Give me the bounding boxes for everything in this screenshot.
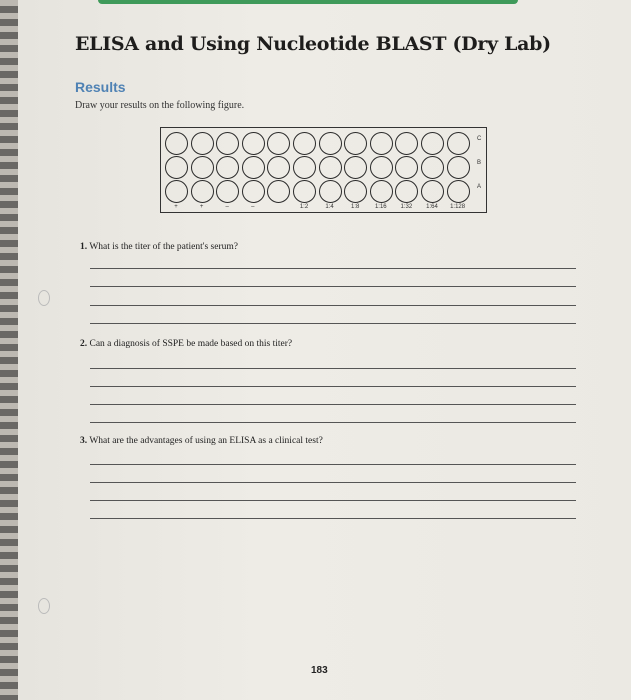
answer-line[interactable] xyxy=(90,386,576,387)
row-label: A xyxy=(477,184,482,190)
well-A11 xyxy=(421,180,444,203)
well-C11 xyxy=(421,132,444,155)
well-C7 xyxy=(319,132,342,155)
well-B3 xyxy=(216,156,239,179)
column-label: 1:8 xyxy=(351,204,360,210)
page-number: 183 xyxy=(311,665,328,676)
column-label: 1:16 xyxy=(374,204,387,210)
well-C4 xyxy=(242,132,265,155)
answer-line[interactable] xyxy=(90,422,576,423)
answer-line[interactable] xyxy=(90,404,576,405)
well-A5 xyxy=(267,180,290,203)
column-label: 1:64 xyxy=(426,204,438,210)
well-A8 xyxy=(344,180,367,203)
well-B10 xyxy=(395,156,418,179)
column-label: 1:2 xyxy=(299,204,309,210)
row-label: B xyxy=(477,160,482,166)
column-label: – xyxy=(251,204,255,210)
well-C8 xyxy=(344,132,367,155)
column-label: + xyxy=(174,204,178,210)
punch-hole xyxy=(38,290,50,306)
well-A6 xyxy=(293,180,316,203)
well-C3 xyxy=(216,132,239,155)
top-color-bar xyxy=(98,0,518,4)
question-3: 3. What are the advantages of using an ELISA as a clinical test? xyxy=(80,436,323,446)
well-B5 xyxy=(267,156,290,179)
column-label: 1:128 xyxy=(450,204,466,210)
punch-hole xyxy=(38,598,50,614)
well-B7 xyxy=(319,156,342,179)
answer-line[interactable] xyxy=(90,500,576,501)
instruction-text: Draw your results on the following figure. xyxy=(75,100,245,111)
well-A7 xyxy=(319,180,342,203)
answer-line[interactable] xyxy=(90,286,576,287)
well-A9 xyxy=(370,180,393,203)
column-label: + xyxy=(199,204,204,210)
well-B11 xyxy=(421,156,444,179)
well-A4 xyxy=(242,180,265,203)
well-B1 xyxy=(165,156,188,179)
column-label: – xyxy=(225,204,229,210)
page-title: ELISA and Using Nucleotide BLAST (Dry Lab) xyxy=(75,33,551,55)
well-B4 xyxy=(242,156,265,179)
row-label: C xyxy=(477,136,482,142)
well-C9 xyxy=(370,132,393,155)
well-B2 xyxy=(191,156,214,179)
well-B9 xyxy=(370,156,393,179)
well-A10 xyxy=(395,180,418,203)
well-C2 xyxy=(191,132,214,155)
well-A1 xyxy=(165,180,188,203)
answer-line[interactable] xyxy=(90,368,576,369)
well-B6 xyxy=(293,156,316,179)
well-B12 xyxy=(447,156,470,179)
well-A2 xyxy=(191,180,214,203)
answer-line[interactable] xyxy=(90,305,576,306)
answer-line[interactable] xyxy=(90,464,576,465)
well-A12 xyxy=(447,180,470,203)
well-C5 xyxy=(267,132,290,155)
answer-line[interactable] xyxy=(90,482,576,483)
well-C1 xyxy=(165,132,188,155)
well-C10 xyxy=(395,132,418,155)
answer-line[interactable] xyxy=(90,268,576,269)
well-B8 xyxy=(344,156,367,179)
well-C12 xyxy=(447,132,470,155)
answer-line[interactable] xyxy=(90,323,576,324)
answer-line[interactable] xyxy=(90,518,576,519)
column-label: 1:4 xyxy=(325,204,334,210)
well-C6 xyxy=(293,132,316,155)
section-heading: Results xyxy=(75,79,126,95)
well-A3 xyxy=(216,180,239,203)
question-2: 2. Can a diagnosis of SSPE be made based on this titer? xyxy=(80,339,293,349)
elisa-plate-figure xyxy=(160,127,487,213)
question-1: 1. What is the titer of the patient's serum? xyxy=(80,242,238,252)
column-label: 1:32 xyxy=(400,204,413,210)
